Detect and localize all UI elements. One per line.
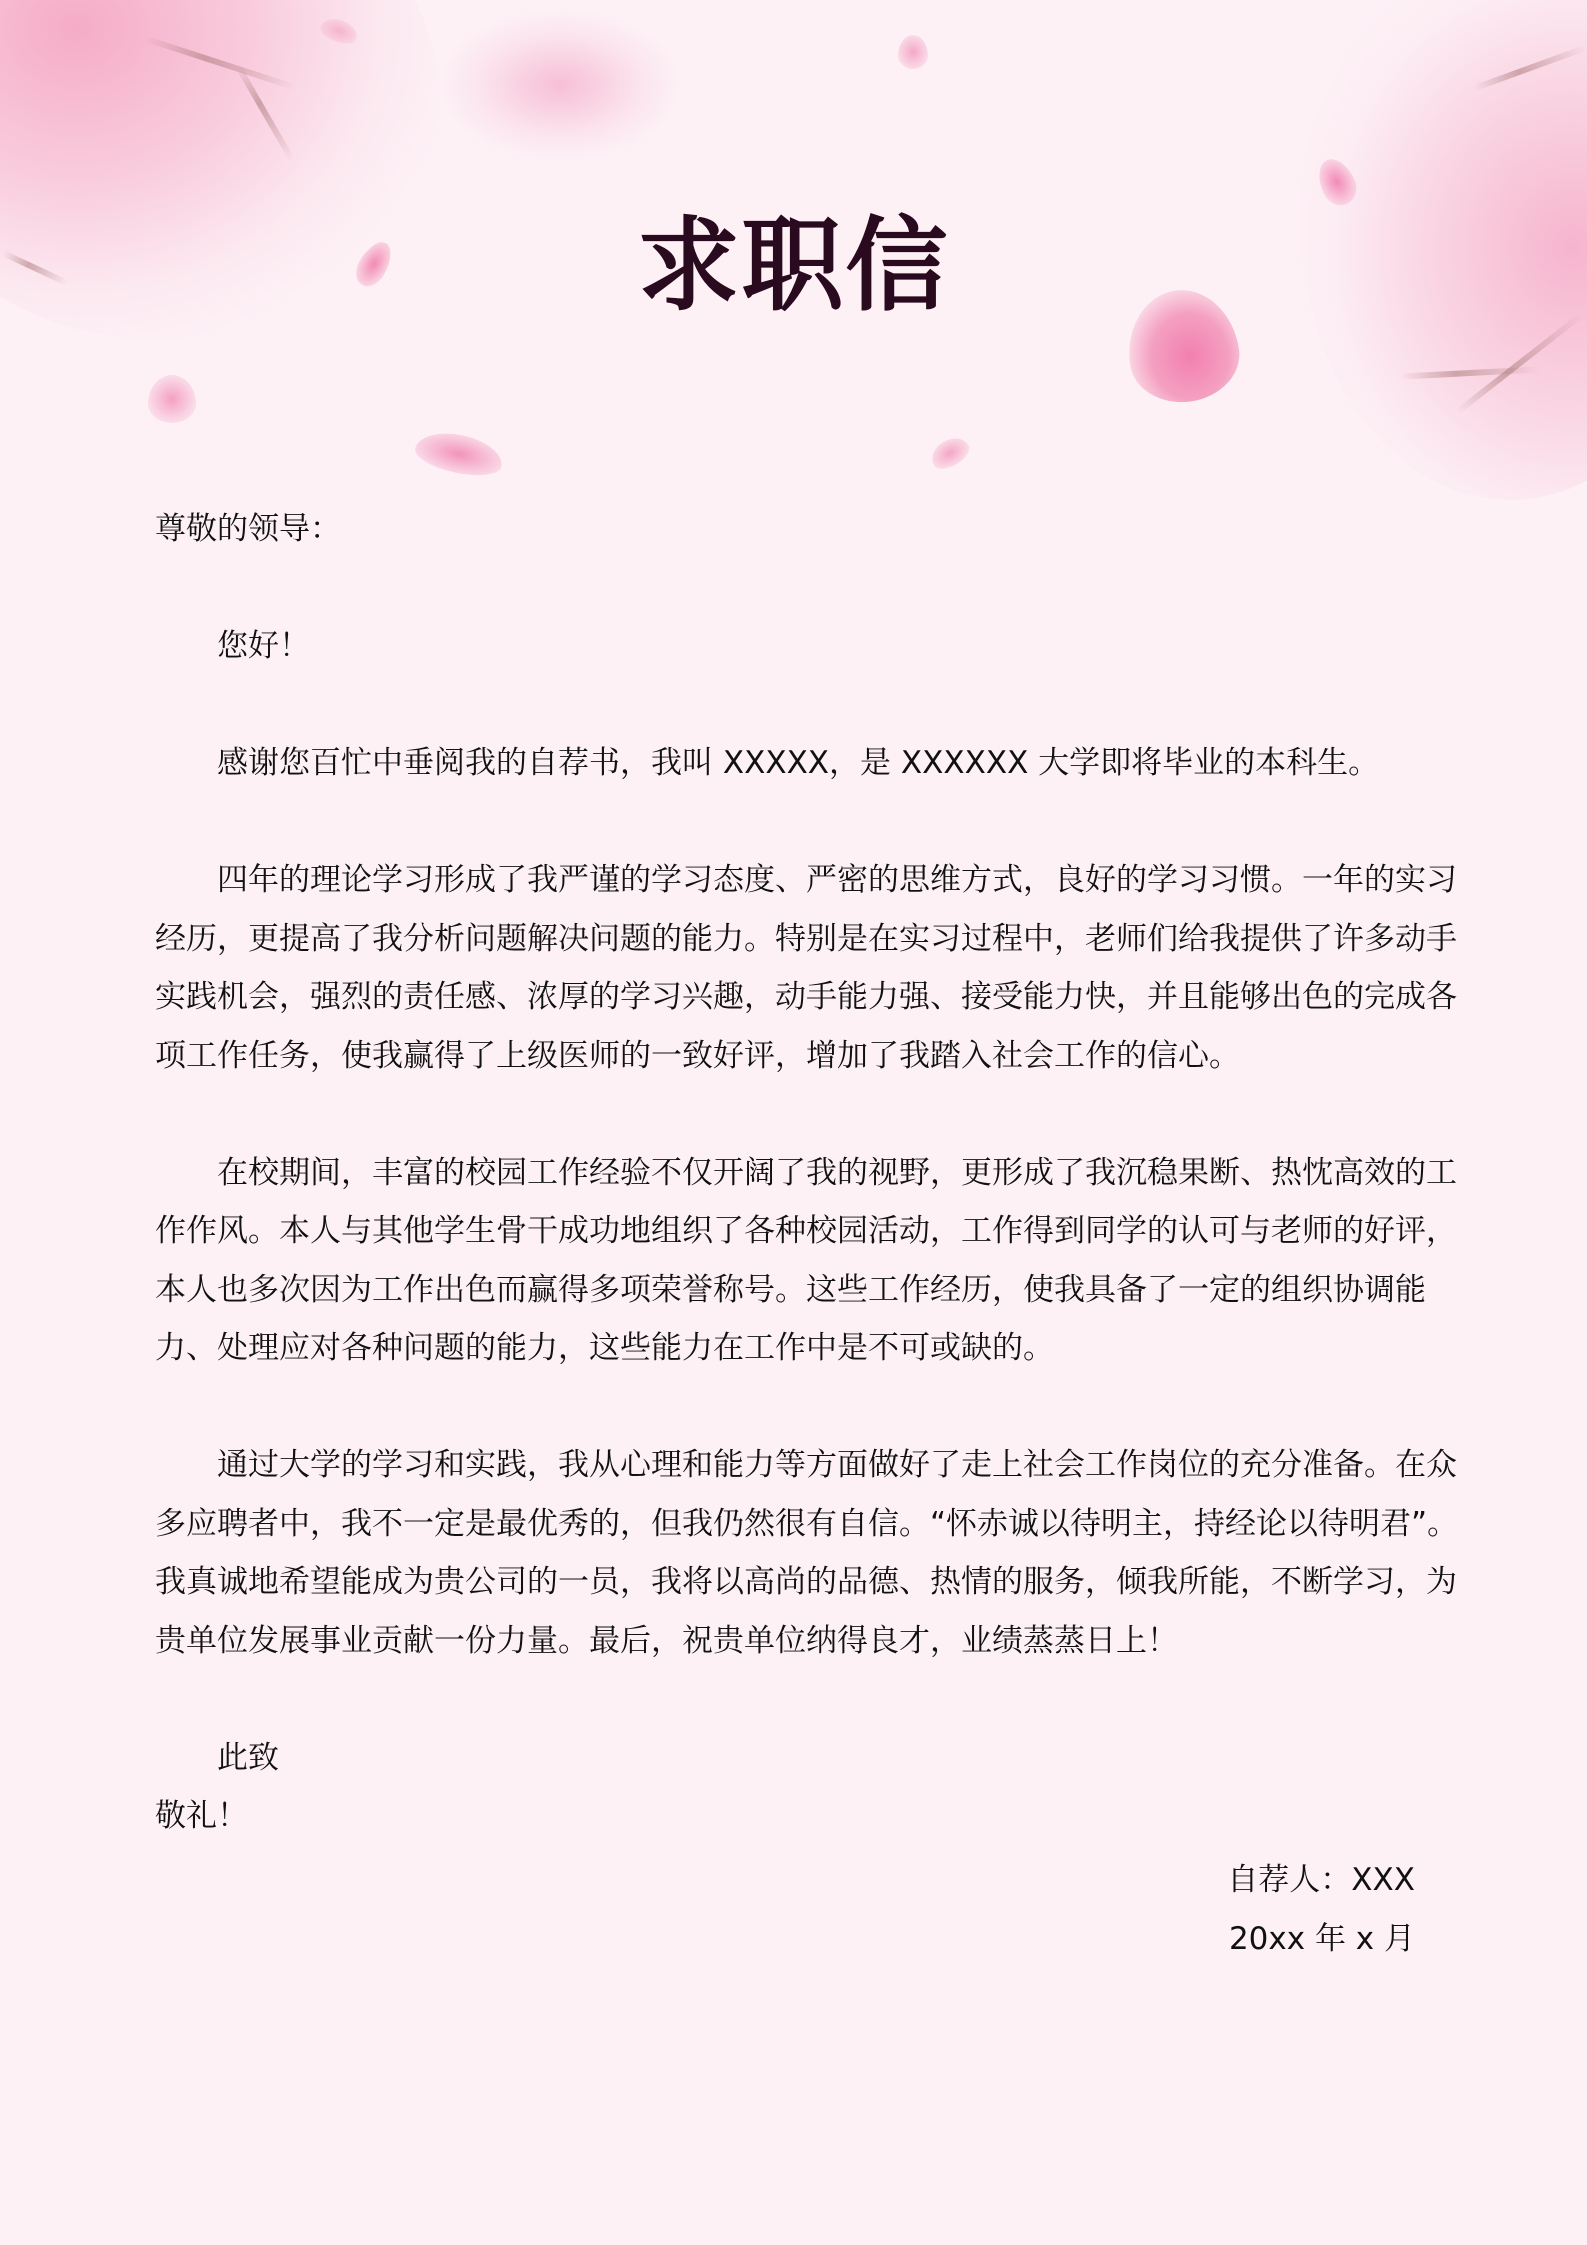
paragraph-study: 四年的理论学习形成了我严谨的学习态度、严密的思维方式，良好的学习习惯。一年的实习经历，更提高了我分析问题解决问题的能力。特别是在实习过程中，老师们给我提供了许多动手实践机会，强烈的责任感、浓厚的学习兴趣，动手能力强、接受能力快，并且能够出色的完成各项工作任务，使我赢得了上级医师的一致好评，增加了我踏入社会工作的信心。 (155, 862, 1457, 1074)
branch-decoration (1400, 366, 1540, 379)
paragraph-campus: 在校期间，丰富的校园工作经验不仅开阔了我的视野，更形成了我沉稳果断、热忱高效的工作作风。本人与其他学生骨干成功地组织了各种校园活动，工作得到同学的认可与老师的好评，本人也多次因为工作出色而赢得多项荣誉称号。这些工作经历，使我具备了一定的组织协调能力、处理应对各种问题的能力，这些能力在工作中是不可或缺的。 (155, 1154, 1457, 1366)
falling-petal-icon (926, 432, 974, 475)
closing-line-2: 敬礼！ (155, 1798, 248, 1834)
salutation: 尊敬的领导： (155, 511, 341, 547)
signature: 自荐人：XXX (1227, 1862, 1415, 1898)
cherry-blossom-top-center-decoration (440, 10, 680, 160)
branch-decoration (143, 35, 297, 90)
falling-petal-icon (148, 375, 196, 423)
falling-petal-icon (317, 14, 360, 48)
falling-petal-icon (412, 426, 506, 481)
letter-body (155, 500, 1467, 1846)
page-title: 求职信 (637, 206, 950, 326)
branch-decoration (1473, 45, 1587, 92)
paragraph-conclusion: 通过大学的学习和实践，我从心理和能力等方面做好了走上社会工作岗位的充分准备。在众多应聘者中，我不一定是最优秀的，但我仍然很有自信。“怀赤诚以待明主，持经论以待明君”。我真诚地希望能成为贵公司的一员，我将以高尚的品德、热情的服务，倾我所能，不断学习，为贵单位发展事业贡献一份力量。最后，祝贵单位纳得良才，业绩蒸蒸日上！ (155, 1447, 1459, 1659)
date: 20xx 年 x 月 (1228, 1920, 1415, 1957)
falling-petal-icon (898, 35, 928, 69)
signature-block (1227, 1851, 1415, 1968)
paragraph-intro: 感谢您百忙中垂阅我的自荐书，我叫 XXXXX，是 XXXXXX 大学即将毕业的本科生。 (217, 745, 1380, 781)
closing-line-1: 此致 (217, 1739, 279, 1776)
greeting: 您好！ (217, 628, 310, 664)
